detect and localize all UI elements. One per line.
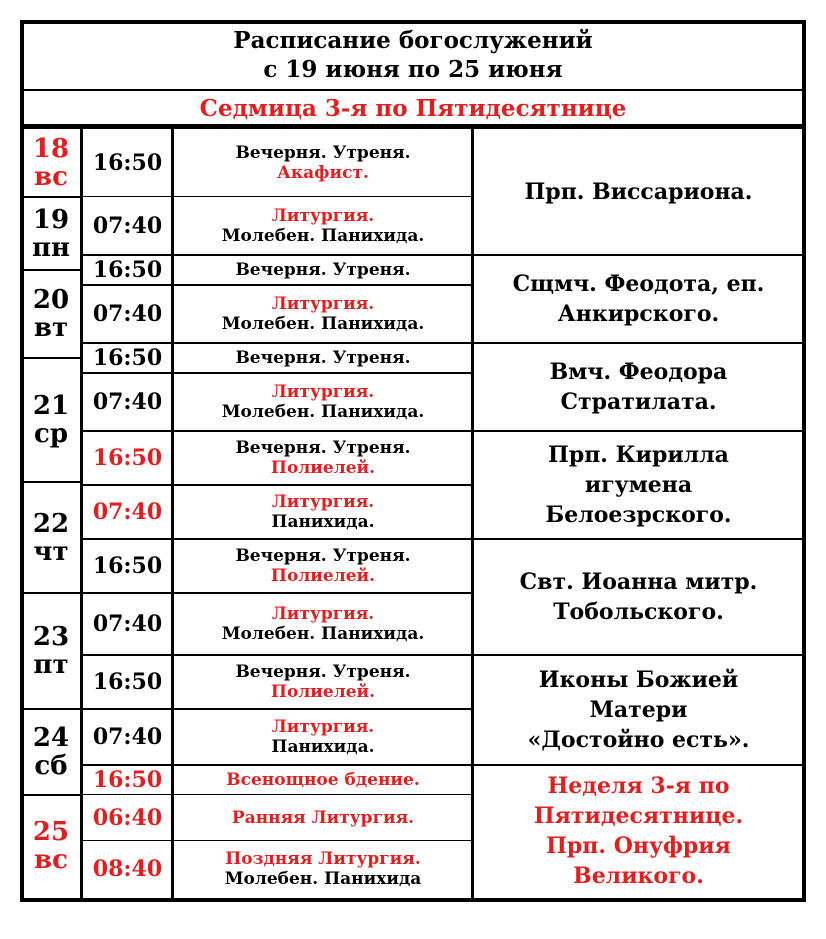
service-time [84, 431, 171, 485]
feast-line: Великого. [573, 863, 704, 889]
service-line-2: Молебен. Панихида. [221, 226, 425, 246]
time-value: 07:40 [92, 499, 163, 525]
feast-line: Тобольского. [553, 599, 724, 625]
service-line-1: Литургия. [271, 294, 375, 314]
service-line-2: Акафист. [277, 163, 369, 183]
service-line-1: Вечерня. Утреня. [235, 260, 411, 280]
feast-line: Стратилата. [560, 389, 717, 415]
feast-cell [475, 655, 802, 765]
service-time [84, 343, 171, 373]
service-name [175, 485, 471, 539]
time-value: 16:50 [92, 150, 163, 176]
service-time [84, 285, 171, 343]
service-line-2: Молебен. Панихида. [221, 314, 425, 334]
title-line-1: Расписание богослужений [233, 27, 593, 54]
day-number: 18 [32, 134, 70, 164]
day-cell [22, 593, 80, 709]
service-line-2: Полиелей. [270, 458, 376, 478]
feast-cell [475, 765, 802, 897]
time-value: 07:40 [92, 724, 163, 750]
feast-line: Иконы Божией [538, 667, 739, 693]
title-line-2: с 19 июня по 25 июня [263, 56, 563, 83]
day-number: 23 [32, 622, 70, 652]
day-cell [22, 709, 80, 795]
service-time [84, 765, 171, 795]
service-time [84, 373, 171, 431]
service-line-1: Вечерня. Утреня. [235, 348, 411, 368]
service-time [84, 485, 171, 539]
grid-line [80, 129, 83, 899]
service-name [175, 129, 471, 197]
time-value: 16:50 [92, 553, 163, 579]
service-line-1: Поздняя Литургия. [225, 849, 421, 869]
week-subtitle: Седмица 3-я по Пятидесятнице [199, 94, 627, 122]
feast-line: Прп. Онуфрия [546, 833, 731, 859]
service-name [175, 373, 471, 431]
service-name [175, 765, 471, 795]
schedule-title [20, 20, 806, 90]
time-value: 16:50 [92, 445, 163, 471]
day-cell [22, 795, 80, 897]
time-value: 07:40 [92, 213, 163, 239]
service-line-1: Вечерня. Утреня. [235, 662, 411, 682]
feast-line: Прп. Виссариона. [524, 179, 753, 205]
service-name [175, 841, 471, 897]
service-line-1: Вечерня. Утреня. [235, 438, 411, 458]
service-name [175, 285, 471, 343]
service-time [84, 593, 171, 655]
feast-cell [475, 129, 802, 255]
service-line-2: Полиелей. [270, 682, 376, 702]
feast-line: Сщмч. Феодота, еп. [512, 271, 765, 297]
service-time [84, 655, 171, 709]
feast-cell [475, 343, 802, 431]
time-value: 16:50 [92, 669, 163, 695]
day-cell [22, 129, 80, 197]
time-value: 16:50 [92, 767, 163, 793]
service-name [175, 255, 471, 285]
feast-line: Матери [589, 697, 688, 723]
service-line-1: Литургия. [271, 206, 375, 226]
feast-cell [475, 255, 802, 343]
service-name [175, 795, 471, 841]
feast-line: игумена [584, 472, 693, 498]
service-line-2: Молебен. Панихида [224, 869, 422, 889]
time-value: 16:50 [92, 345, 163, 371]
feast-cell [475, 431, 802, 539]
day-of-week: чт [33, 536, 69, 567]
day-number: 19 [32, 204, 70, 235]
service-line-2: Панихида. [271, 512, 375, 532]
day-of-week: вс [34, 845, 68, 875]
day-of-week: пн [31, 232, 71, 263]
service-line-1: Литургия. [271, 382, 375, 402]
service-line-1: Всенощное бдение. [226, 770, 420, 790]
day-cell [22, 358, 80, 482]
service-name [175, 197, 471, 255]
service-line-2: Панихида. [271, 737, 375, 757]
day-of-week: ср [33, 419, 68, 449]
feast-line: Неделя 3-я по [547, 773, 730, 799]
day-number: 25 [32, 817, 70, 847]
service-name [175, 343, 471, 373]
time-value: 07:40 [92, 301, 163, 327]
service-line-1: Вечерня. Утреня. [235, 143, 411, 163]
day-cell [22, 197, 80, 270]
day-number: 21 [32, 391, 70, 421]
feast-line: Прп. Кирилла [548, 442, 729, 468]
service-line-2: Полиелей. [270, 566, 376, 586]
feast-line: Анкирского. [557, 301, 720, 327]
day-of-week: сб [34, 751, 68, 781]
grid-line [171, 129, 174, 899]
day-of-week: вс [34, 162, 68, 192]
service-line-1: Литургия. [271, 604, 375, 624]
day-of-week: пт [33, 650, 69, 680]
feast-line: «Достойно есть». [527, 727, 750, 753]
service-time [84, 255, 171, 285]
service-line-1: Ранняя Литургия. [231, 808, 415, 828]
service-name [175, 593, 471, 655]
day-number: 20 [32, 285, 70, 315]
service-time [84, 539, 171, 593]
day-of-week: вт [33, 313, 69, 343]
service-time [84, 795, 171, 841]
service-time [84, 709, 171, 765]
service-line-1: Вечерня. Утреня. [235, 546, 411, 566]
feast-line: Вмч. Феодора [549, 359, 728, 385]
service-name [175, 539, 471, 593]
time-value: 07:40 [92, 389, 163, 415]
service-line-1: Литургия. [271, 492, 375, 512]
service-name [175, 431, 471, 485]
service-line-2: Молебен. Панихида. [221, 402, 425, 422]
day-number: 22 [32, 508, 70, 539]
feast-line: Пятидесятнице. [533, 803, 744, 829]
day-number: 24 [32, 723, 70, 753]
service-line-2: Молебен. Панихида. [221, 624, 425, 644]
service-name [175, 655, 471, 709]
feast-line: Белоезрского. [545, 502, 732, 528]
time-value: 06:40 [92, 805, 163, 831]
day-cell [22, 270, 80, 358]
feast-cell [475, 539, 802, 655]
service-time [84, 129, 171, 197]
service-time [84, 841, 171, 897]
service-line-1: Литургия. [271, 717, 375, 737]
time-value: 07:40 [92, 611, 163, 637]
time-value: 08:40 [92, 856, 163, 882]
service-name [175, 709, 471, 765]
day-cell [22, 482, 80, 593]
time-value: 16:50 [92, 257, 163, 283]
feast-line: Свт. Иоанна митр. [519, 569, 758, 595]
service-time [84, 197, 171, 255]
grid-line [471, 129, 474, 899]
